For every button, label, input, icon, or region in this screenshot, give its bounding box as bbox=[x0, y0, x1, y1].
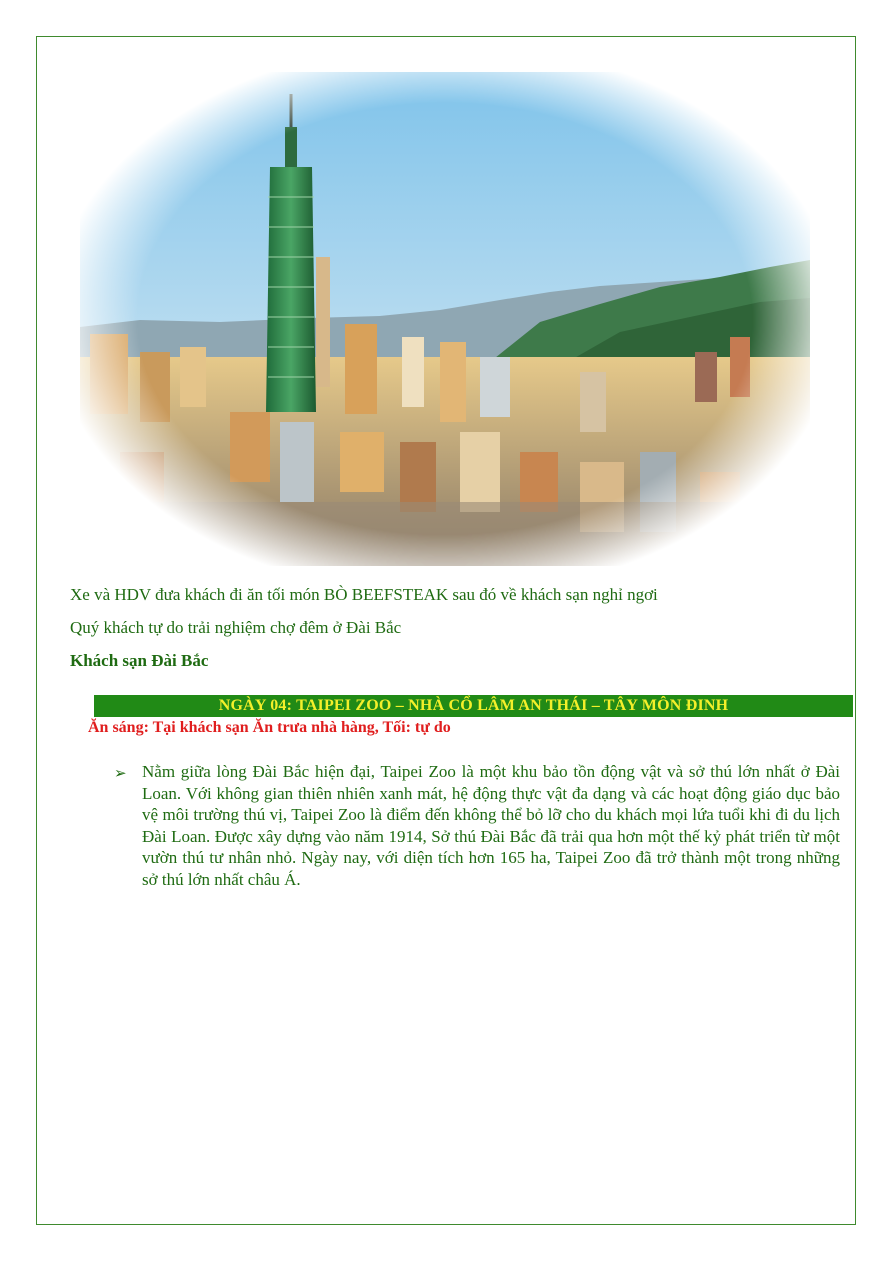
night-market-note: Quý khách tự do trải nghiệm chợ đêm ở Đài Bắc bbox=[70, 618, 402, 637]
hotel-note: Khách sạn Đài Bắc bbox=[70, 651, 209, 670]
meals-info: Ăn sáng: Tại khách sạn Ăn trưa nhà hàng, Tối: tự do bbox=[88, 719, 451, 736]
taipei-zoo-description: Nằm giữa lòng Đài Bắc hiện đại, Taipei Zoo là một khu bảo tồn động vật và sở thú lớn nhất ở Đài Loan. Với không gian thiên nhiên xanh mát, hệ động thực vật đa dạng và các hoạt động giáo dục bảo vệ môi trường thú vị, Taipei Zoo là điểm đến không thể bỏ lỡ cho du khách mọi lứa tuổi khi đi du lịch Đài Loan. Được xây dựng vào năm 1914, Sở thú Đài Bắc đã trải qua hơn một thế kỷ phát triển từ một vườn thú tư nhân nhỏ. Ngày nay, với diện tích hơn 165 ha, Taipei Zoo đã trở thành một trong những sở thú lớn nhất châu Á. bbox=[142, 762, 840, 889]
taipei-skyline-photo bbox=[80, 72, 810, 566]
arrow-bullet-icon: ➢ bbox=[114, 766, 127, 782]
day-4-title-banner: NGÀY 04: TAIPEI ZOO – NHÀ CỔ LÂM AN THÁI – TÂY MÔN ĐINH bbox=[94, 695, 853, 717]
dinner-note: Xe và HDV đưa khách đi ăn tối món BÒ BEEFSTEAK sau đó về khách sạn nghỉ ngơi bbox=[70, 585, 658, 604]
